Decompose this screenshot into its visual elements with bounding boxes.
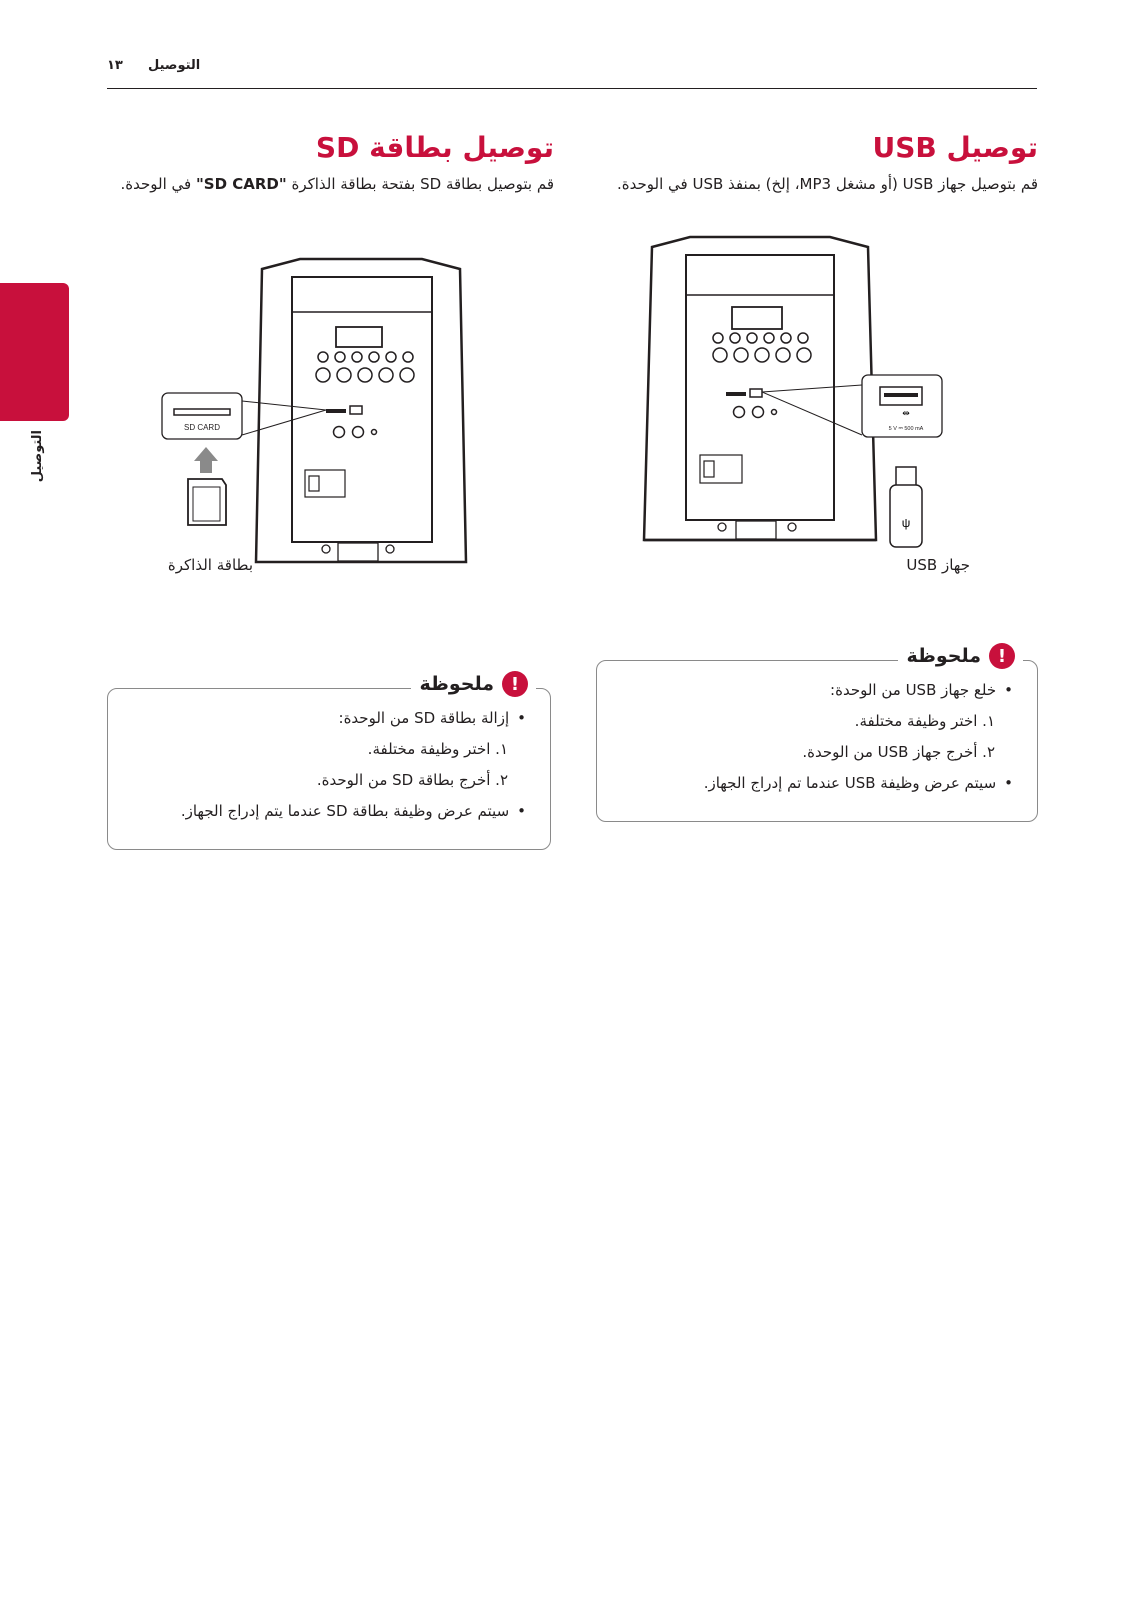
header-rule <box>107 88 1037 89</box>
svg-text:⇹: ⇹ <box>902 408 910 418</box>
exclamation-icon: ! <box>502 671 528 697</box>
sd-card-label: "SD CARD" <box>195 175 287 193</box>
svg-text:ψ: ψ <box>901 516 911 530</box>
sd-note-box <box>107 673 551 850</box>
list-item: • سيتم عرض وظيفة USB عندما تم إدراج الجهاز. <box>704 768 1013 799</box>
sd-note-heading: ملحوظة <box>419 673 494 695</box>
exclamation-icon: ! <box>989 643 1015 669</box>
usb-heading: توصيل USB <box>872 131 1038 164</box>
list-item: ١. اختر وظيفة مختلفة. <box>367 740 508 758</box>
usb-intro: قم بتوصيل جهاز USB (أو مشغل MP3، إلخ) بمنفذ USB في الوحدة. <box>617 175 1038 193</box>
list-item: • خلع جهاز USB من الوحدة: <box>704 675 1013 706</box>
sd-heading: توصيل بطاقة SD <box>315 131 554 164</box>
sd-illustration <box>160 257 480 582</box>
list-item: • إزالة بطاقة SD من الوحدة: <box>181 703 526 734</box>
memory-card-caption: بطاقة الذاكرة <box>167 556 253 574</box>
section-tab <box>0 283 69 421</box>
running-header: التوصيل <box>148 58 201 73</box>
sd-intro-end: في الوحدة. <box>120 175 196 193</box>
usb-note-box <box>596 645 1038 822</box>
sd-slot-label: SD CARD <box>183 423 221 432</box>
usb-device-caption: جهاز USB <box>906 556 970 574</box>
sd-intro <box>114 173 554 195</box>
page-number: ١٣ <box>107 58 123 73</box>
usb-note-title <box>898 643 1023 669</box>
list-item: • سيتم عرض وظيفة بطاقة SD عندما يتم إدراج الجهاز. <box>181 796 526 827</box>
section-tab-label: التوصيل <box>30 430 45 483</box>
sd-intro-text: قم بتوصيل بطاقة SD بفتحة بطاقة الذاكرة <box>286 175 554 193</box>
usb-illustration <box>640 235 1000 560</box>
list-item: ١. اختر وظيفة مختلفة. <box>854 712 995 730</box>
list-item: ٢. أخرج جهاز USB من الوحدة. <box>802 743 995 761</box>
port-rating-label: 5 V ⎓ 500 mA <box>888 426 924 432</box>
usb-note-heading: ملحوظة <box>906 645 981 667</box>
list-item: ٢. أخرج بطاقة SD من الوحدة. <box>316 771 508 789</box>
sd-note-title <box>411 671 536 697</box>
